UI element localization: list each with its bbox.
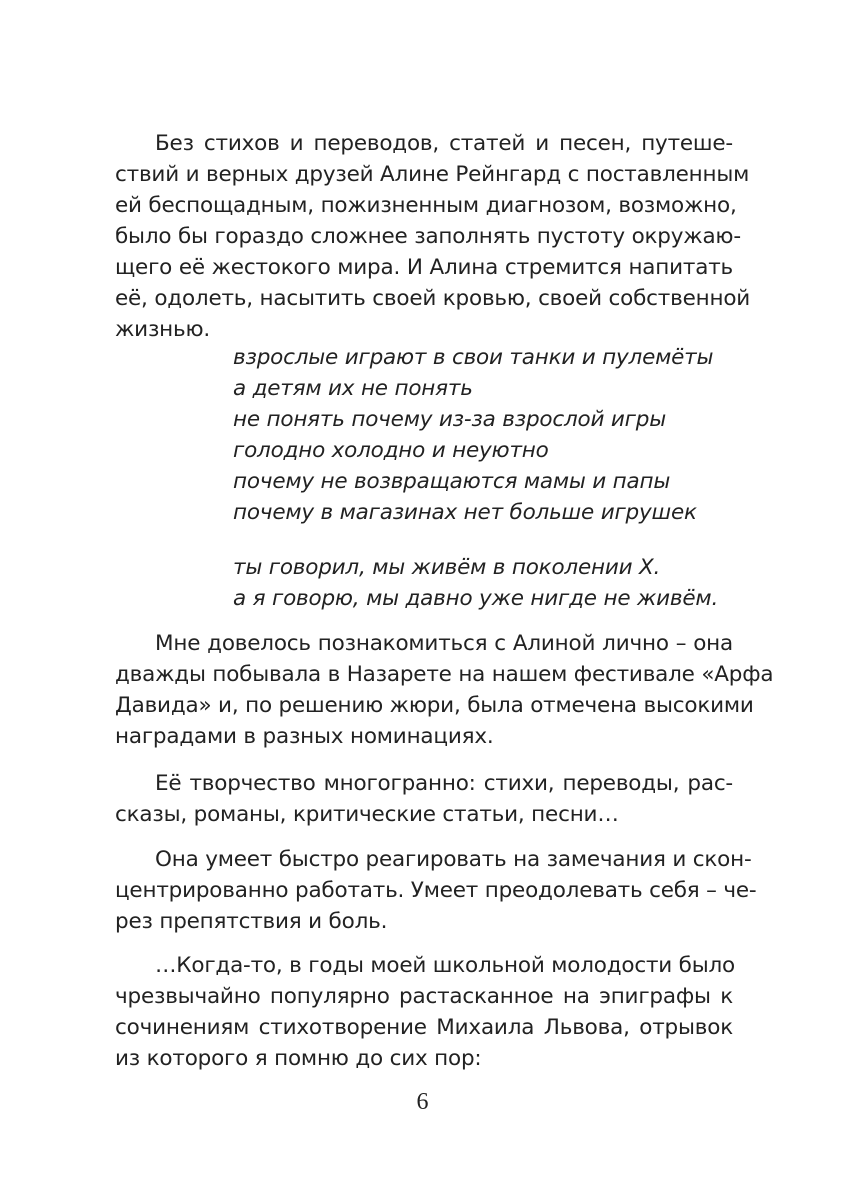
page-number: 6 <box>416 1089 429 1115</box>
text-line: ей беспощадным, пожизненным диагнозом, возможно, <box>115 193 737 218</box>
text-line: щего её жестокого мира. И Алина стремится напитать <box>115 255 733 280</box>
text-line: центрированно работать. Умеет преодолевать себя – че- <box>115 878 757 903</box>
text-line: Мне довелось познакомиться с Алиной лично – она <box>155 631 733 656</box>
text-line: чрезвычайно популярно растасканное на эпиграфы к <box>115 984 733 1009</box>
paragraph-5 <box>115 950 736 1074</box>
poem-line: не понять почему из-за взрослой игры <box>233 407 666 432</box>
text-line: ствий и верных друзей Алине Рейнгард с поставленным <box>115 162 750 187</box>
text-line: дважды побывала в Назарете на нашем фестивале «Арфа <box>115 662 774 687</box>
paragraph-4 <box>115 844 757 937</box>
paragraph-3 <box>115 768 733 830</box>
poem-stanza-2 <box>233 552 733 614</box>
text-line: было бы гораздо сложнее заполнять пустоту окружаю- <box>115 224 741 249</box>
paragraph-1 <box>115 128 751 345</box>
poem-line: взрослые играют в свои танки и пулемёты <box>233 345 714 370</box>
poem-line: голодно холодно и неуютно <box>233 438 549 463</box>
text-line: жизнью. <box>115 317 211 342</box>
text-line: рез препятствия и боль. <box>115 909 388 934</box>
text-line: из которого я помню до сих пор: <box>115 1046 482 1071</box>
poem-line: почему в магазинах нет больше игрушек <box>233 500 697 525</box>
text-line: наградами в разных номинациях. <box>115 724 494 749</box>
poem-line: а детям их не понять <box>233 376 473 401</box>
text-line: сказы, романы, критические статьи, песни… <box>115 802 619 827</box>
text-line: сочинениям стихотворение Михаила Львова, отрывок <box>115 1015 733 1040</box>
text-line: Без стихов и переводов, статей и песен, путеше- <box>155 131 733 156</box>
text-line: её, одолеть, насытить своей кровью, своей собственной <box>115 286 751 311</box>
poem-stanza-1 <box>233 342 733 528</box>
paragraph-2 <box>115 628 774 752</box>
poem-line: почему не возвращаются мамы и папы <box>233 469 671 494</box>
poem-line: ты говорил, мы живём в поколении Х. <box>233 555 661 580</box>
poem-line: а я говорю, мы давно уже нигде не живём. <box>233 586 719 611</box>
text-line: Давида» и, по решению жюри, была отмечена высокими <box>115 693 754 718</box>
text-line: Её творчество многогранно: стихи, переводы, рас- <box>155 771 733 796</box>
text-line: …Когда-то, в годы моей школьной молодости было <box>155 953 736 978</box>
text-line: Она умеет быстро реагировать на замечания и скон- <box>155 847 752 872</box>
